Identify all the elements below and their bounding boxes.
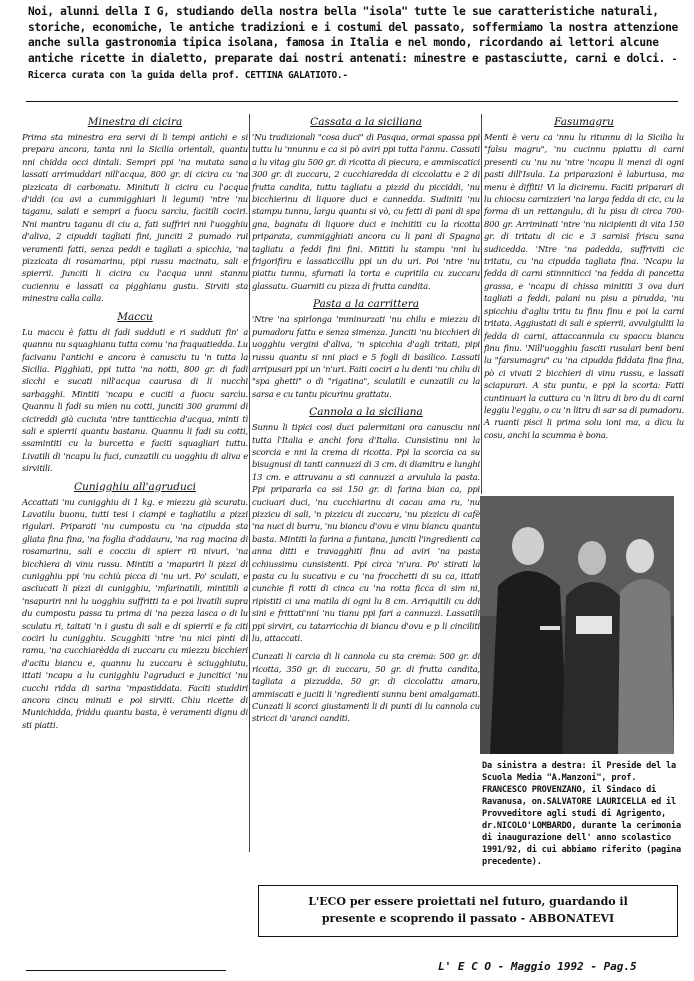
recipe-text-maccu: Lu maccu è fattu di fadi sudduti e ri sudduti fin' a quannu nu squaghianu tutta comu 'na fraquatiedda. Lu facivanu l'antichi e ancora è canusciu tu 'n tutta la Sicilia. Pigghiati, ppi tutta 'na notti, 800 gr. di fadi sicchi e sucati nill'acqua caurusa di li nucchi sarbagghi. Mintiti 'ncapu e cuciti a fuocu sarcìu. Quannu li fadi su mien nu cotti, junciti 300 grammi di cicireddi già cuciuta 'ntre tantticchia d'acqua, minti tì sali e spierrii quantu bastanu. Quannu li fadi su cotti, ssamintiti cu la burcetta e faciti squagliari tuttu. Livatili di 'ncapu lu fuci, cunzatili cu uogghiu di aliva e sirvitili. <box>22 326 248 474</box>
recipe-title-cannola: Cannola a la siciliana <box>309 406 423 419</box>
recipe-title-pasta: Pasta a la carrittera <box>312 298 420 311</box>
intro-text: Noi, alunni della I G, studiando della nostra bella "isola" tutte le sue caratteristiche naturali, storiche, economiche, le antiche tradizioni e i costumi del passato, soffermiamo la nostra attenzione anche sulla gastronomia tipica isolana, famosa in Italia e nel mondo, ricordando ai lettori alcune antiche ricette in dialetto, preparate dai nostri antenati: minestre e pastasciutte, carni e dolci. <box>28 5 678 65</box>
page-footer: L' E C O - Maggio 1992 - Pag.5 <box>438 960 637 973</box>
recipe-text-cannola-2: Cunzati li carcia di li cannola cu sta crema: 500 gr. di ricotta, 350 gr. di zuccaru, 50 gr. di frutta candita, tagliata a pizzudda, 50 gr. di ciccolattu amaru, ammiscati e juciti li 'ngredienti sunnu beni amalgamati. Cunzati li scorci giustamenti li di punti di lu cannola cu stricci di 'aranci canditi. <box>252 651 480 724</box>
intro-paragraph <box>28 4 678 84</box>
column-middle <box>252 114 480 731</box>
recipe-text-cannola: Sunnu li tipici cosi duci palermitani ora canusciu nni tutta l'Italia e anchi fora d'Italia. Cunsistinu nni la scorcia e nni la crema di ricotta. Ppi la scorcia ca su bisugnusi di tanti cannuzzi di 3 cm. di diamitru e lunghi 13 cm. e attruvanu a sti cannuzzi a arvulula la pasta. Ppi pripararla ca ssi 150 gr. di farina bian ca, ppi cuciuari duci, 'nu cucchiarinu di cacau ama ru, 'nu pizzicu di sali, 'n pizzicu di zuccaru, 'nu pizzicu di cafè 'na nuci di burru, 'nu biancu d'ovu e vinu biancu quantu basta. Mintiti la farina a funtana, junciti l'ingredienti ca anna ditti e travagghiti finu ad aviri 'na pasta cchiussimu cunsistenti. Ppi circa 'n'ura. Po' stirati la pasta cu lu sucativu e cu 'na frocchetti di su ca, ittati cunchie fi rotti di cinca cu 'na rotta ficca di sim ni, ripistiti ci una matila di ogni lu 8 cm. Arriquitili cu ddi sini e frittati'nni 'nu tianu ppi fari a cannuzzi. Lassatili ppi sirviri, cu tatarricchia di biancu d'ovu e p li cinciliti lu, attaccati. <box>252 422 480 644</box>
ceremony-photo <box>480 496 674 754</box>
recipe-text-minestra: Prima sta minestra era servi di li tempi antichi e si prepara ancora, tanta nni la Sicilia orientali, quantu nni chidda occi dintali. Sempri ppi 'na mutata sana lassati arrimuddari nill'acqua, 800 gr. di cicira cu 'na pizzicata di carbonatu. Minituti li cicira cu l'acqua d'iddi (ca avi a cummigghiari li legumi) 'ntre 'nu taganu, salati e sempri a fuocu sarcìu, facitili cociri. Nni mantru taganu di ciu a, fati suffriri nni l'uogghiu d'aliva, 2 cipuddi tagliati fini, junciti 2 pumado rui veramenti fatti, senza peddi e tagliati a spicchia, 'na pizzicata di rosamarinu, pipi russu macinatu, sali e spierrii. Junciti li cicira cu l'acqua unni stannu cuciennu e lassati ca pigghianu gustu. Sirviti sta minestra calla calla. <box>22 132 248 304</box>
promo-line-2: presente e scoprendo il passato - ABBONATEVI <box>321 912 615 925</box>
recipe-title-maccu: Maccu <box>117 310 153 323</box>
recipe-title-minestra: Minestra di cicira <box>87 116 183 128</box>
recipe-text-pasta: 'Ntre 'na spirlonga 'mminurzati 'nu chilu e miezzu di pumadoru fattu e senza simenza. Junciti 'nu bicchieri di uogghiu vergini d'aliva, 'n spicchia d'agli tritati, pipi russu quantu si nni piaci e 5 fogli di basilico. Lassati arripusari ppi un 'n'uri. Faiti cociri a lu denti 'nu chilu di "spa ghetti" o di "rigatina", sculatili e cunzatili cu la sarsa e cu tantu picurinu grattatu. <box>252 314 480 399</box>
recipe-text-cunigghiu: Accattati 'nu cunigghiu di 1 kg. e miezzu già scuratu. Lavatilu buonu, tutti tesi i ciampi e tagliatilu a pizzi rigulari. Priparati 'nu cumpostu cu 'na cipudda sta gliata fina fina, 'na foglia d'addauru, 'na rag macina di rosamarinu, sali e cocciu di spierr rii nivuri, 'na bicchiera di vinu russu. Mintiti a 'mapuriri li pizzi di cunigghiu ppi 'nu cchiù picca di 'nu uri. Po' sculati, e asciucati li pizzi di cunigghiu, 'mfarinatili, mintitili a 'nsapuriri nni lu uogghiu suffritti ta e poi livatili supra du cumpostu passa tu prima di 'na pezza lasca o di lu sculatu ri, taitati 'n i gustu di sali e di spierrii e fa citi cociri lu cunigghiu. Scugghiti 'ntre 'nu nici pinti di ramu, 'na cucchiarèdda di zuccaru cu miezzu bicchieri d'acitu biancu e, quannu lu zuccaru è sciugghiutu, ittati 'ncapu a lu cunigghiu l'agruduci e juncitici 'nu cucchi ridda di sarina 'mpastiddata. Faciti studdiri ancora cincu minuti e poi sirviti. Chiu ricette di Munichidda, friddu quantu basta, è veramenti dignu di sti piatti. <box>22 496 248 730</box>
recipe-text-fasumagru: Menti è veru ca 'nnu lu ritunnu di la Sicilia lu "falsu magru", 'nu cucinnu ppiattu di carni presenti cu 'nu nu 'ntre 'ncapu li menzi di ogni pasti dill'Isula. La priparazioni è laburiusa, ma menu è diffiti! Vi la diciremu. Faciti priparari di lu chiocsu carnizzieri 'na larga fedda di cic, cu la forma di un rettangulu, di lu pisu di circa 700-800 gr. Arriminati 'ntre 'nu nicipienti di vita 150 gr. di tritatu di cic e 3 sarnisi friscu sana sudicedda. 'Ntre 'na padedda, suffriviti cic tritatu, cu 'na cipudda tagliata fina. 'Ncapu la fedda di carni stinnniticci 'na fedda di pancetta grassa, e 'ncapu di chissa minititi 3 ova duri tagliati a feddi, palani nu pisu a pirudda, 'nu spicchiu d'agliu tritu tu finu finu e poi la carni tritata. Aggiustati di sali e spierrii, avvulgiuliti la fedda di carni, attaccannula cu spaccu biancu finu finu. 'Nill'uogghiu fasciti rusulari beni beni lu "farsumagru" cu 'na cipudda fiddata fina fina, pò ci vivati 2 bicchieri di vinu russu, e lassati sciapurari. A stu puntu, e ppi la scorta: Fatti cuntinuari la cuttura cu 'n litru di bro du di carni leggiu l'eggiu, o cu 'n litru di sar sa di pumadoru. A ruanti pisci li prima solu ioni ma, a dicu lu cosu, anchi la scumma è bona. <box>484 132 684 440</box>
footer-rule <box>26 970 226 971</box>
recipe-title-fasumagru: Fasumagru <box>554 116 614 128</box>
recipe-text-cassata: 'Nu tradizionali "cosa duci" di Pasqua, ormai spassa ppi tuttu lu 'nnunnu e ca si pò aviri ppi tutta l'annu. Cassati a lu vitag giu 500 gr. di ricotta di piecura, e ammiscatici 300 gr. di zuccaru, 2 cucchiaredda di ciccolattu e 2 di frutta candita, tuttu tagliatu a pizzid du picciddi, 'nu bicchierinu di liquore duci e cannedda. Sudiniti 'nu stampu tunnu, largu quantu si vò, cu fetti di pani di spa gna, bagnatu di liquore duci e inchititi cu la ricotta priparata, cummigghiati ancora cu li pani di Spagna tagliatu a feddi fini fini. Mittiti lu stampu 'nni lu frigorifiru e lassaticcillu ppi un du uri. Poi 'ntre 'nu piattu tunnu, sfurnati la torta e cupritila cu zuccaru glassatu. Guarniti cu pizza di frutta candita. <box>252 132 480 291</box>
recipe-title-cassata: Cassata a la siciliana <box>310 116 422 128</box>
column-divider-2 <box>481 114 482 494</box>
promo-line-1: L'ECO per essere proiettati nel futuro, guardando il <box>308 895 628 908</box>
column-right <box>484 114 684 447</box>
top-divider <box>26 101 678 102</box>
intro-credit: - Ricerca curata con la guida della prof. CETTINA GALATIOTO.- <box>28 53 677 81</box>
photo-caption: Da sinistra a destra: il Preside del la Scuola Media "A.Manzoni", prof. FRANCESCO PROVENZANO, il Sindaco di Ravanusa, on.SALVATORE LAURICELLA ed il Provveditore agli studi di Agrigento, dr.NICOLO'LOMBARDO, durante la cerimonia di inaugurazione dell' anno scolastico 1991/92, di cui abbiamo riferito (pagina precedente). <box>482 761 681 867</box>
column-divider-1 <box>249 114 250 852</box>
subscription-promo <box>258 885 678 937</box>
column-left <box>22 114 248 737</box>
recipe-title-cunigghiu: Cunigghiu all'agruduci <box>74 480 196 493</box>
